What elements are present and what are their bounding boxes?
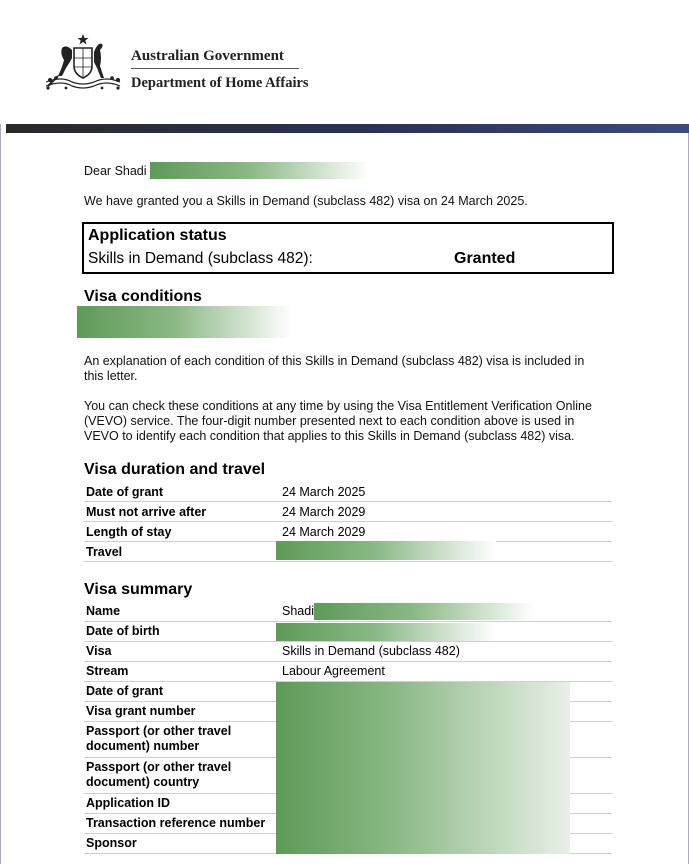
status-value: Granted	[454, 250, 516, 267]
grant-sentence: We have granted you a Skills in Demand (subclass 482) visa on 24 March 2025.	[84, 194, 528, 208]
redacted-name	[314, 603, 534, 620]
row-value: Skills in Demand (subclass 482)	[282, 644, 460, 658]
row-label-continued: document) country	[86, 775, 200, 789]
row-label: Transaction reference number	[86, 816, 266, 830]
row-value: Shadi	[282, 604, 314, 618]
row-label: Visa grant number	[86, 704, 196, 718]
visa-conditions-heading: Visa conditions	[84, 288, 202, 305]
redacted-surname	[150, 162, 370, 179]
row-label: Date of grant	[86, 485, 164, 499]
conditions-para2-line2: (VEVO) service. The four-digit number presented next to each condition above is used in	[84, 414, 575, 428]
status-label: Skills in Demand (subclass 482):	[88, 250, 313, 267]
row-label: Must not arrive after	[86, 505, 207, 519]
redacted-date-of-birth	[276, 623, 496, 641]
greeting: Dear Shadi	[84, 164, 147, 178]
row-value: Labour Agreement	[282, 664, 385, 678]
redacted-travel	[276, 541, 496, 560]
government-name: Australian Government	[131, 48, 284, 64]
redacted-conditions	[77, 306, 292, 338]
table-row	[84, 662, 612, 682]
row-label: Date of birth	[86, 624, 160, 638]
page-border-left	[0, 0, 1, 864]
row-label: Travel	[86, 545, 123, 559]
application-status-box	[82, 222, 614, 274]
visa-duration-heading: Visa duration and travel	[84, 461, 266, 478]
conditions-para1-line1: An explanation of each condition of this Skills in Demand (subclass 482) visa is included in	[84, 354, 585, 368]
row-label: Date of grant	[86, 684, 164, 698]
department-name: Department of Home Affairs	[131, 75, 309, 91]
row-value: 24 March 2029	[282, 505, 366, 519]
conditions-para1-line2: this letter.	[84, 369, 138, 383]
row-label: Sponsor	[86, 836, 137, 850]
row-label: Stream	[86, 664, 129, 678]
row-label: Length of stay	[86, 525, 172, 539]
row-label: Name	[86, 604, 121, 618]
header-bar	[6, 124, 689, 133]
table-row	[84, 482, 612, 502]
row-value: 24 March 2029	[282, 525, 366, 539]
letterhead	[0, 0, 689, 124]
visa-summary-heading: Visa summary	[84, 581, 193, 598]
row-label: Passport (or other travel	[86, 724, 232, 738]
status-title: Application status	[88, 227, 227, 244]
letterhead-divider	[131, 68, 299, 69]
row-value: 24 March 2025	[282, 485, 366, 499]
row-label: Application ID	[86, 796, 171, 810]
table-row	[84, 502, 612, 522]
conditions-para2-line3: VEVO to identify each condition that applies to this Skills in Demand (subclass 482) visa.	[84, 429, 575, 443]
row-label-continued: document) number	[86, 739, 200, 753]
conditions-para2-line1: You can check these conditions at any time by using the Visa Entitlement Verification Online	[84, 399, 592, 413]
table-row	[84, 642, 612, 662]
table-row	[84, 522, 612, 542]
row-label: Visa	[86, 644, 112, 658]
redacted-visa-details	[276, 682, 570, 854]
coat-of-arms-icon	[42, 32, 124, 94]
row-label: Passport (or other travel	[86, 760, 232, 774]
